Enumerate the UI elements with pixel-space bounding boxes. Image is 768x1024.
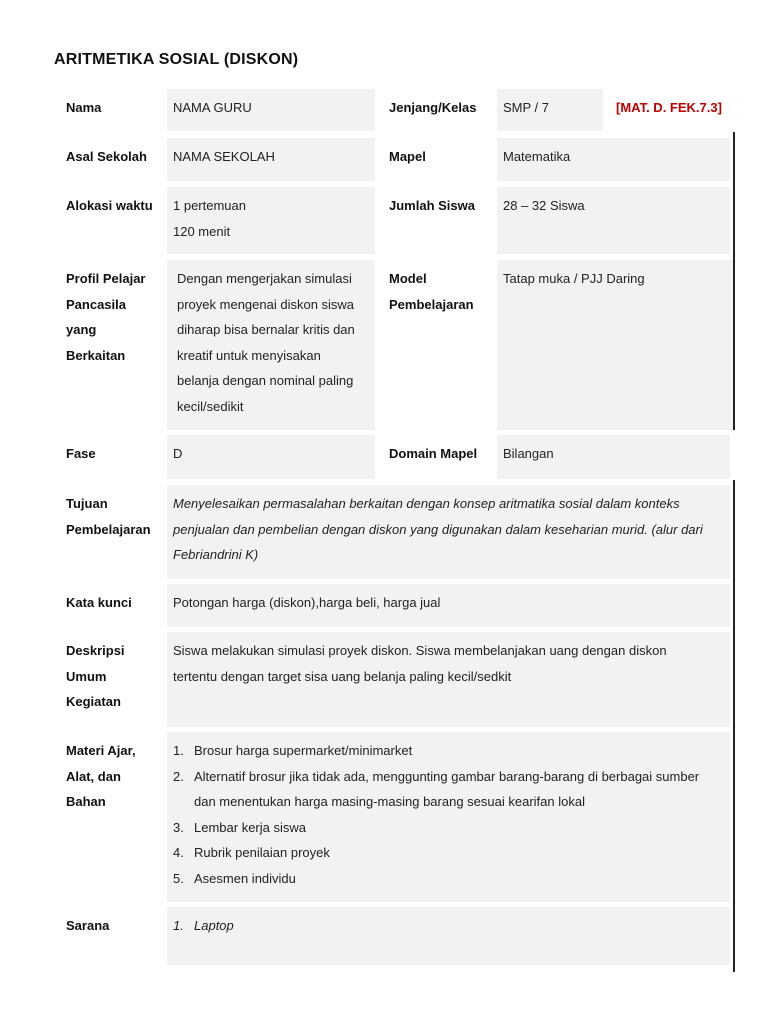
label-alokasi: Alokasi waktu bbox=[66, 198, 153, 213]
value-model: Tatap muka / PJJ Daring bbox=[497, 260, 733, 430]
label-materi-line: Alat, dan bbox=[66, 768, 121, 784]
list-number: 2. bbox=[173, 768, 184, 784]
label-domain: Domain Mapel bbox=[389, 446, 478, 461]
label-mapel: Mapel bbox=[389, 149, 426, 164]
value-sarana bbox=[167, 907, 730, 965]
value-kata-kunci: Potongan harga (diskon),harga beli, harga jual bbox=[167, 584, 730, 627]
value-tujuan bbox=[167, 485, 730, 579]
label-deskripsi-line: Deskripsi bbox=[66, 643, 125, 658]
value-tujuan-line: Febriandrini K) bbox=[173, 547, 259, 562]
value-fase: D bbox=[167, 435, 375, 479]
sarana-list bbox=[173, 913, 724, 939]
value-profil-line: kreatif untuk menyisakan bbox=[177, 347, 321, 363]
label-deskripsi-line: Kegiatan bbox=[66, 694, 121, 709]
list-number: 3. bbox=[173, 819, 184, 835]
value-nama: NAMA GURU bbox=[167, 89, 375, 131]
label-deskripsi-line: Umum bbox=[66, 668, 107, 684]
label-profil-line: Pancasila bbox=[66, 296, 126, 312]
label-asal-sekolah: Asal Sekolah bbox=[66, 149, 147, 164]
label-profil-line: yang bbox=[66, 322, 97, 337]
label-profil-line: Profil Pelajar bbox=[66, 271, 146, 286]
label-model-line: Pembelajaran bbox=[389, 296, 474, 312]
list-number: 5. bbox=[173, 870, 184, 886]
label-model-line: Model bbox=[389, 271, 427, 286]
label-tujuan-line: Tujuan bbox=[66, 496, 108, 511]
label-profil-line: Berkaitan bbox=[66, 347, 126, 363]
value-profil-line: kecil/sedikit bbox=[177, 398, 244, 414]
list-item-line: Lembar kerja siswa bbox=[194, 819, 306, 835]
label-nama: Nama bbox=[66, 100, 102, 115]
label-jenjang: Jenjang/Kelas bbox=[389, 100, 477, 115]
value-deskripsi bbox=[167, 632, 730, 727]
list-item-line: Laptop bbox=[194, 918, 234, 933]
value-alokasi-line: 120 menit bbox=[173, 223, 231, 239]
value-profil-line: belanja dengan nominal paling bbox=[177, 373, 354, 388]
label-materi bbox=[66, 738, 136, 815]
list-item bbox=[173, 738, 724, 764]
label-deskripsi bbox=[66, 638, 125, 715]
label-fase: Fase bbox=[66, 446, 96, 461]
list-item bbox=[173, 840, 724, 866]
list-number: 1. bbox=[173, 918, 184, 933]
value-tujuan-line: Menyelesaikan permasalahan berkaitan dengan konsep aritmatika sosial dalam konteks bbox=[173, 496, 680, 511]
document-title: ARITMETIKA SOSIAL (DISKON) bbox=[54, 51, 299, 68]
list-item-line: Alternatif brosur jika tidak ada, menggunting gambar barang-barang di berbagai sumber bbox=[194, 768, 700, 784]
label-tujuan bbox=[66, 491, 151, 542]
label-materi-line: Bahan bbox=[66, 794, 106, 809]
value-tujuan-line: penjualan dan pembelian dengan diskon yang digunakan dalam keseharian murid. (alur dari bbox=[173, 521, 703, 537]
value-profil-line: Dengan mengerjakan simulasi bbox=[177, 271, 352, 286]
list-item bbox=[173, 815, 724, 841]
value-profil bbox=[167, 260, 375, 430]
value-domain: Bilangan bbox=[497, 435, 730, 479]
label-model bbox=[389, 266, 474, 317]
curriculum-code: [MAT. D. FEK.7.3] bbox=[616, 100, 722, 115]
table-border bbox=[733, 480, 735, 972]
value-jumlah-siswa: 28 – 32 Siswa bbox=[497, 187, 730, 254]
label-profil bbox=[66, 266, 145, 368]
value-alokasi bbox=[167, 187, 375, 254]
label-jumlah-siswa: Jumlah Siswa bbox=[389, 198, 475, 213]
list-item bbox=[173, 764, 724, 815]
list-item bbox=[173, 913, 724, 939]
value-jenjang: SMP / 7 bbox=[497, 89, 603, 131]
materi-list bbox=[173, 738, 724, 891]
value-profil-line: diharap bisa bernalar kritis dan bbox=[177, 322, 355, 337]
value-profil-line: proyek mengenai diskon siswa bbox=[177, 296, 355, 312]
value-mapel: Matematika bbox=[497, 138, 730, 181]
label-kata-kunci: Kata kunci bbox=[66, 595, 132, 610]
list-item-line: Rubrik penilaian proyek bbox=[194, 845, 330, 860]
label-tujuan-line: Pembelajaran bbox=[66, 521, 151, 537]
table-border bbox=[733, 132, 735, 430]
list-item bbox=[173, 866, 724, 892]
list-number: 4. bbox=[173, 845, 184, 860]
value-materi bbox=[167, 732, 730, 902]
label-materi-line: Materi Ajar, bbox=[66, 743, 136, 758]
list-item-line: Asesmen individu bbox=[194, 870, 296, 886]
value-deskripsi-line: Siswa melakukan simulasi proyek diskon. Siswa membelanjakan uang dengan diskon bbox=[173, 643, 667, 658]
value-deskripsi-line: tertentu dengan target sisa uang belanja paling kecil/sedkit bbox=[173, 668, 512, 684]
label-sarana: Sarana bbox=[66, 918, 110, 933]
value-alokasi-line: 1 pertemuan bbox=[173, 198, 246, 213]
list-item-line: Brosur harga supermarket/minimarket bbox=[194, 743, 413, 758]
list-number: 1. bbox=[173, 743, 184, 758]
value-asal-sekolah: NAMA SEKOLAH bbox=[167, 138, 375, 181]
list-item-line: dan menentukan harga masing-masing barang sesuai kearifan lokal bbox=[194, 794, 585, 809]
